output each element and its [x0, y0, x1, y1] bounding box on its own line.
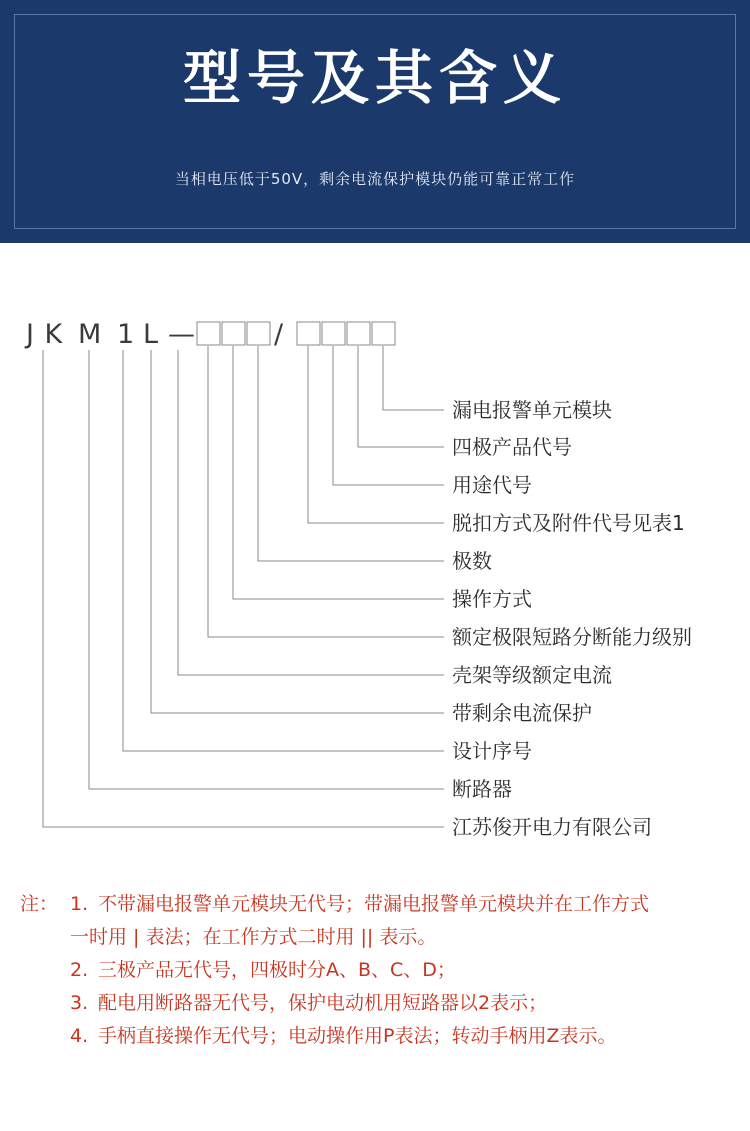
leader-line-5	[258, 346, 444, 561]
leader-line-9	[151, 350, 444, 713]
leader-line-3	[333, 346, 444, 485]
note-spacer-4	[20, 1020, 70, 1053]
code-char-jk: J K	[26, 319, 64, 350]
model-code-diagram	[0, 243, 750, 883]
note-text-1-cont: 一时用 | 表法；在工作方式二时用 || 表示。	[70, 926, 437, 948]
code-char-dash: —	[168, 319, 196, 350]
leader-line-2	[358, 346, 444, 447]
note-spacer-3	[20, 987, 70, 1020]
notes-section	[0, 888, 750, 1053]
code-box-3	[247, 322, 270, 345]
note-item-1	[0, 888, 750, 921]
code-char-m: M	[78, 319, 103, 350]
note-spacer-2	[20, 954, 70, 987]
diagram-label-10: 设计序号	[452, 739, 532, 763]
note-item-2	[0, 954, 750, 987]
diagram-label-7: 额定极限短路分断能力级别	[452, 625, 692, 649]
header-banner	[0, 0, 750, 243]
diagram-label-2: 四极产品代号	[452, 435, 572, 459]
diagram-label-9: 带剩余电流保护	[452, 701, 592, 725]
leader-line-11	[89, 350, 444, 789]
note-text-1: 不带漏电报警单元模块无代号；带漏电报警单元模块并在工作方式	[98, 893, 650, 915]
diagram-label-4: 脱扣方式及附件代号见表1	[452, 511, 685, 535]
note-number-1: 1.	[70, 893, 89, 915]
page-title: 型号及其含义	[182, 44, 567, 112]
code-box-6	[347, 322, 370, 345]
leader-line-4	[308, 346, 444, 523]
note-item-4	[0, 1020, 750, 1053]
diagram-label-5: 极数	[452, 549, 492, 573]
diagram-label-6: 操作方式	[452, 587, 532, 611]
diagram-label-1: 漏电报警单元模块	[452, 398, 612, 422]
leader-line-12	[43, 350, 444, 827]
code-char-l: L	[143, 319, 160, 350]
note-text-2: 三极产品无代号，四极时分A、B、C、D；	[98, 959, 456, 981]
note-item-3	[0, 987, 750, 1020]
code-box-2	[222, 322, 245, 345]
code-char-1: 1	[117, 319, 136, 350]
diagram-label-12: 江苏俊开电力有限公司	[452, 815, 652, 839]
diagram-label-8: 壳架等级额定电流	[452, 663, 612, 687]
note-number-2: 2.	[70, 959, 89, 981]
diagram-label-11: 断路器	[452, 777, 512, 801]
code-char-slash: /	[274, 319, 285, 350]
page-subtitle: 当相电压低于50V，剩余电流保护模块仍能可靠正常工作	[174, 170, 576, 188]
code-box-5	[322, 322, 345, 345]
leader-line-1	[383, 346, 444, 410]
note-text-3: 配电用断路器无代号，保护电动机用短路器以2表示；	[98, 992, 548, 1014]
leader-line-8	[178, 350, 444, 675]
code-box-7	[372, 322, 395, 345]
code-box-4	[297, 322, 320, 345]
leader-line-7	[208, 346, 444, 637]
note-number-4: 4.	[70, 1025, 89, 1047]
note-number-3: 3.	[70, 992, 89, 1014]
note-text-4: 手柄直接操作无代号；电动操作用P表法；转动手柄用Z表示。	[98, 1025, 617, 1047]
code-box-1	[197, 322, 220, 345]
diagram-label-3: 用途代号	[452, 473, 532, 497]
notes-label: 注：	[20, 893, 59, 915]
